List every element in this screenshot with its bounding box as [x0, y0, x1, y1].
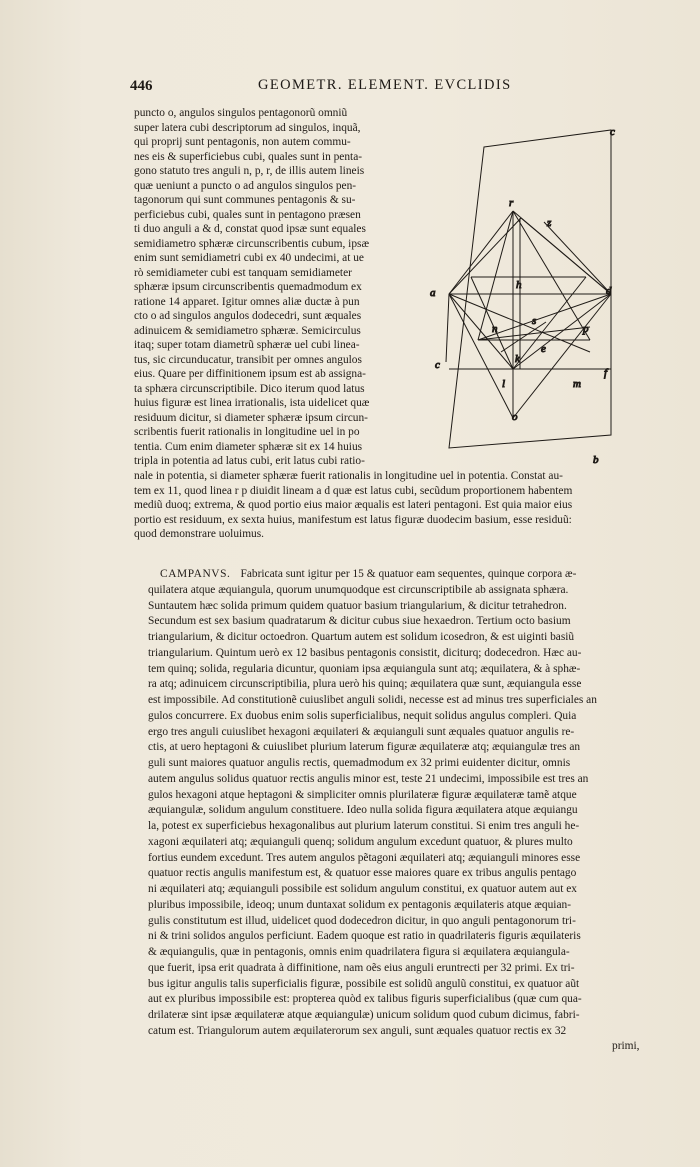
narrow-text-line: scribentis fuerit rationalis in longitudine uel in po — [134, 426, 360, 438]
campanus-line: ra atq; adinuicem circunscriptibilia, plura uerò his quinq; æquilatera quæ sunt, æquiangula esse — [148, 678, 582, 691]
narrow-text-line: rò semidiameter cubi est tanquam semidiameter — [134, 266, 352, 279]
label-f: f — [604, 367, 608, 379]
narrow-text-line: tentia. Cum enim diameter sphæræ sit ex 14 huius — [134, 440, 363, 453]
narrow-text-line: semidiametro sphæræ circunscribentis cubum, ipsæ — [134, 237, 370, 250]
wide-text-line: nale in potentia, si diameter sphæræ fuerit rationalis in longitudine uel in potentia. Constat au- — [134, 470, 563, 482]
label-r: r — [509, 197, 514, 209]
label-n: n — [492, 323, 498, 335]
label-s: s — [532, 315, 537, 327]
narrow-text-line: huius figuræ est linea irrationalis, ista uidelicet quæ — [134, 397, 370, 409]
narrow-text-line: eius. Quare per diffinitionem ipsum est ab assigna- — [134, 368, 366, 380]
campanus-line: pluribus impossibile, ideoq; unum duntaxat solidum ex pentagonis æquilateris atque æquian- — [148, 898, 571, 911]
campanus-line: Suntautem hæc solida primum quidem quatuor basium triangularium, & dicitur tetrahedron. — [148, 599, 567, 612]
campanus-line: gulos concurrere. Ex duobus enim solis superficialibus, nequit solidus angulus compleri. Quia — [148, 709, 577, 722]
narrow-text-line: ratione 14 apparet. Igitur omnes aliæ ductæ à pun — [134, 295, 360, 308]
narrow-text-line: residuum dicitur, si diameter sphæræ ipsum circun- — [134, 411, 368, 424]
narrow-text-line: sphæræ ipsum circunscribentis quemadmodum ex — [134, 281, 362, 293]
label-z: z — [547, 217, 552, 229]
label-c-left: c — [435, 359, 440, 371]
campanus-line: & æquiangulis, quæ in pentagonis, omnis enim quadrilatera figura si æquilatera æquiangula- — [148, 946, 570, 958]
label-e: e — [541, 343, 546, 355]
narrow-text-line: nes eis & superficiebus cubi, quales sunt in penta- — [134, 150, 363, 163]
label-d: d — [606, 285, 612, 297]
label-b: b — [593, 454, 599, 466]
running-head: GEOMETR. ELEMENT. EVCLIDIS — [258, 77, 512, 93]
page-header — [130, 74, 542, 100]
narrow-text-line: enim sunt semidiametri cubi ex 40 undecimi, at ue — [134, 252, 364, 264]
narrow-text-line: gono statuto tres anguli n, p, r, de illis autem lineis — [134, 165, 365, 177]
campanus-line: guli sunt maiores quatuor angulis rectis, quemadmodum ex 32 primi euidenter dicitur, omnis — [148, 757, 571, 769]
campanus-line: que fuerit, ipsa erit quadrata à diffinitione, nam oẽs eius anguli eruntrecti per 32 primi. Ex tri- — [148, 961, 575, 974]
campanus-line: ergo tres anguli cuiuslibet hexagoni æquilateri & æquianguli sunt æquales quatuor angulis re- — [148, 725, 575, 738]
outer-parallelogram — [449, 130, 611, 448]
narrow-text-line: tagonorum qui sunt communes pentagonis & su- — [134, 194, 356, 206]
wide-text-line: tem ex 11, quod linea r p diuidit lineam a d quæ est latus cubi, secũdum proportionem habentem — [134, 484, 573, 497]
campanus-line: quilatera atque æquiangula, quorum unumquodque est circunscriptibile ab assignata sphæra. — [148, 583, 569, 596]
label-m: m — [573, 378, 581, 390]
campanus-line: gulis constitutum est illud, uidelicet quod dodecedron dicitur, in quo anguli pentagonorum tri- — [148, 914, 576, 927]
campanus-line: catum est. Triangulorum autem æquilaterorum sex anguli, sunt æquales quatuor rectis ex 32 — [148, 1024, 567, 1037]
narrow-text-line: super latera cubi descriptorum ad singulos, inquã, — [134, 121, 361, 134]
label-h: h — [516, 279, 522, 291]
edge-ra — [449, 211, 513, 294]
narrow-text-line: ti duo anguli a & d, constat quod ipsæ sunt equales — [134, 223, 366, 235]
narrow-text-line: puncto o, angulos singulos pentagonorũ omniũ — [134, 107, 348, 119]
campanus-line: la, potest ex superficiebus hexagonalibus aut plurium laterum constitui. Si enim tres anguli he- — [148, 820, 580, 832]
campanus-line: aut ex pluribus impossibile est: propterea quòd ex talibus figuris superficialibus (quæ cum qua- — [148, 993, 582, 1006]
catchword: primi, — [612, 1040, 640, 1052]
campanus-line: bus igitur angulis talis superficialis figuræ, possibile est solidũ angulũ constitui, ex quatuor aũt — [148, 977, 580, 990]
label-p: p — [583, 323, 589, 335]
campanus-line: ctis, at uero heptagoni & cuiuslibet plurium laterum figuræ æquilateræ atq; æquiangulæ tres an — [148, 741, 581, 754]
campanus-line: autem angulus solidus quatuor rectis angulis minor est, teste 21 undecimi, impossibile est tres an — [148, 772, 589, 785]
campanus-line: fortius eundem excedunt. Tres autem angulos pẽtagoni æquilateri atq; æquianguli minores esse — [148, 851, 581, 864]
campanus-line: ni æquilateri atq; æquianguli possibile est solidum angulum constitui, ex quatuor autem aut ex — [148, 883, 577, 895]
narrow-text-line: ta sphæra circunscriptibile. Dico iterum quod latus — [134, 382, 365, 395]
label-o: o — [512, 411, 518, 423]
campanus-line: triangularium. Quintum uerò ex 12 basibus pentagonis consistit, diciturq; dodecedron. Hæc au- — [148, 646, 582, 659]
campanus-line: tem quinq; solida, regularia dicuntur, quoniam ipsa æquiangula sunt atq; æquilatera, & à sphæ- — [148, 662, 581, 675]
narrow-text-line: cto o ad singulos angulos dodecedri, sunt æquales — [134, 310, 362, 322]
narrow-text-line: tripla in potentia ad latus cubi, erit latus cubi ratio- — [134, 455, 365, 467]
narrow-text-line: perficiebus cubi, quales sunt in pentagono præsen — [134, 208, 361, 221]
campanus-line: triangularium, & dicitur octoedron. Quartum autem est solidum icosedron, & est uiginti basiũ — [148, 631, 575, 643]
wide-text-line: quod demonstrare uoluimus. — [134, 528, 265, 540]
narrow-text-line: quæ ueniunt a puncto o ad angulos singulos pen- — [134, 179, 357, 192]
campanus-line: est impossibile. Ad constitutionẽ cuiuslibet anguli solidi, necesse est ad minus tres superficiales an — [148, 694, 597, 706]
label-l: l — [502, 378, 506, 390]
narrow-text-line: tus, sic circunducatur, transibit per omnes angulos — [134, 353, 362, 366]
campanus-line — [160, 567, 577, 582]
page-number: 446 — [130, 78, 153, 94]
label-k: k — [515, 353, 520, 365]
wide-text-line: portio est residuum, ex sexta huius, manifestum est latus figuræ duodecim basium, esse residuũ: — [134, 513, 572, 526]
campanus-line: gulos hexagoni atque heptagoni & simpliciter omnis plurilateræ figuræ æquilateræ tamẽ atque — [148, 788, 577, 801]
campanus-line: drilateræ sint ipsæ æquilateræ atque æquiangulæ) unicum solidum quod cubum dicimus, fabri- — [148, 1009, 580, 1021]
campanus-line: xagoni æquilateri atq; æquianguli quenq; solidum angulum excedunt quatuor, & plures multo — [148, 835, 573, 848]
dodecahedron-figure — [426, 122, 626, 467]
label-a: a — [430, 287, 436, 299]
wide-text-line: mediũ duoq; extrema, & quod portio eius maior æqualis est lateri pentagoni. Est quia maior eius — [134, 499, 573, 511]
campanus-line: æquiangulæ, solidum angulum constituere. Ideo nulla solida figura æquilatera atque æquiangu — [148, 804, 578, 817]
label-c-top: c — [610, 126, 615, 138]
campanus-first-line-text: Fabricata sunt igitur per 15 & quatuor eam sequentes, quinque corpora æ- — [240, 568, 577, 580]
narrow-text-line: itaq; super totam diametrũ sphæræ uel cubi linea- — [134, 339, 360, 351]
campanus-line: ni & trini solidos angulos perficiunt. Eadem quoque est ratio in quadrilateris figuris æquilateris — [148, 930, 581, 943]
narrow-text-line: qui proprij sunt pentagonis, non autem commu- — [134, 136, 351, 148]
narrow-text-line: adinuicem & semidiametro sphæræ. Semicirculus — [134, 324, 361, 337]
campanus-line: quatuor rectis angulis manifestum est, & quatuor esse maiores quare ex tribus angulis pentago — [148, 867, 577, 880]
campanus-label: CAMPANVS. — [160, 568, 231, 580]
campanus-line: Secundum est sex basium quadratarum & dicitur cubus siue hexaedron. Tertium octo basium — [148, 615, 571, 628]
